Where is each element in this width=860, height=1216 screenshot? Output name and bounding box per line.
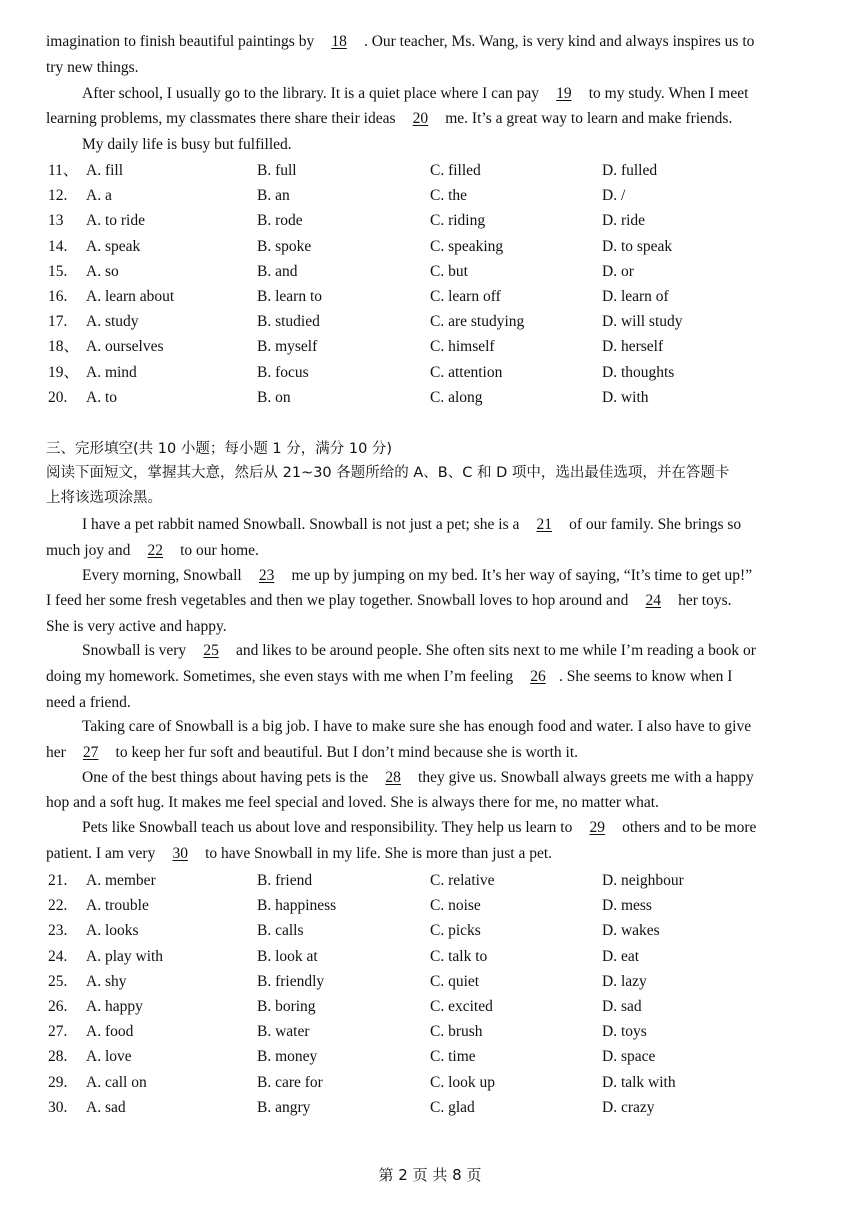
option-c: C. talk to bbox=[430, 947, 488, 965]
blank-23: 23 bbox=[258, 567, 275, 584]
question-number: 25. bbox=[48, 972, 68, 990]
option-b: B. care for bbox=[257, 1073, 323, 1091]
question-number: 13 bbox=[48, 212, 64, 230]
text: I feed her some fresh vegetables and then we play together. Snowball loves to hop around and bbox=[46, 592, 633, 609]
question-number: 17. bbox=[48, 313, 68, 331]
option-c: C. the bbox=[430, 187, 468, 205]
passage-line bbox=[46, 590, 858, 612]
passage-line bbox=[82, 817, 858, 839]
option-c: C. filled bbox=[430, 162, 481, 179]
option-a: A. mind bbox=[86, 363, 137, 381]
instructions: 阅读下面短文，掌握其大意，然后从 21~30 各题所给的 A、B、C 和 D 项中，选出最佳选项，并在答题卡 bbox=[46, 465, 730, 481]
option-a: A. so bbox=[86, 262, 119, 280]
option-c: C. along bbox=[430, 388, 483, 406]
question-number: 26. bbox=[48, 998, 68, 1015]
question-row bbox=[46, 1096, 858, 1120]
option-b: B. focus bbox=[257, 363, 309, 381]
option-c: C. are studying bbox=[430, 313, 525, 331]
option-d: D. space bbox=[602, 1048, 656, 1066]
section-heading: 三、完形填空(共 10 小题；每小题 1 分，满分 10 分) bbox=[46, 441, 393, 457]
option-b: B. boring bbox=[257, 998, 316, 1015]
option-b: B. on bbox=[257, 388, 291, 406]
option-c: C. riding bbox=[430, 212, 486, 230]
text: Pets like Snowball teach us about love and responsibility. They help us learn to bbox=[82, 819, 577, 836]
question-number: 20. bbox=[48, 388, 68, 406]
option-d: D. wakes bbox=[602, 922, 660, 940]
question-number: 22. bbox=[48, 897, 68, 915]
question-number: 12. bbox=[48, 187, 68, 205]
text: Snowball is very bbox=[82, 642, 191, 659]
option-c: C. brush bbox=[430, 1023, 483, 1041]
option-a: A. to ride bbox=[86, 212, 145, 230]
option-d: D. / bbox=[602, 187, 626, 205]
option-c: C. relative bbox=[430, 872, 495, 889]
option-d: D. toys bbox=[602, 1023, 647, 1041]
option-d: D. sad bbox=[602, 998, 642, 1015]
passage-line bbox=[82, 83, 858, 105]
passage-line: try new things. bbox=[46, 59, 139, 76]
option-a: A. trouble bbox=[86, 897, 149, 915]
question-number: 23. bbox=[48, 922, 68, 940]
question-number: 29. bbox=[48, 1073, 68, 1091]
question-number: 14. bbox=[48, 237, 68, 255]
option-c: C. excited bbox=[430, 998, 493, 1015]
passage-line: She is very active and happy. bbox=[46, 618, 227, 635]
question-row bbox=[46, 869, 858, 893]
option-b: B. an bbox=[257, 187, 290, 205]
passage-line bbox=[46, 540, 858, 562]
blank-18: 18 bbox=[331, 33, 347, 50]
option-d: D. eat bbox=[602, 947, 640, 965]
option-b: B. angry bbox=[257, 1098, 311, 1116]
option-a: A. ourselves bbox=[86, 338, 164, 356]
question-number: 30. bbox=[48, 1098, 68, 1116]
question-number: 24. bbox=[48, 947, 68, 965]
option-c: C. but bbox=[430, 262, 468, 280]
option-a: A. a bbox=[86, 187, 112, 205]
question-row bbox=[46, 386, 858, 410]
option-d: D. crazy bbox=[602, 1098, 655, 1116]
blank-19: 19 bbox=[556, 85, 572, 102]
passage-line: My daily life is busy but fulfilled. bbox=[82, 136, 292, 153]
option-c: C. glad bbox=[430, 1098, 475, 1116]
option-a: A. learn about bbox=[86, 288, 175, 305]
option-a: A. to bbox=[86, 388, 117, 406]
option-b: B. happiness bbox=[257, 897, 337, 915]
passage-line bbox=[46, 742, 858, 764]
text: imagination to finish beautiful paintings by bbox=[46, 33, 319, 50]
text: to keep her fur soft and beautiful. But I don’t mind because she is worth it. bbox=[111, 744, 579, 761]
option-d: D. to speak bbox=[602, 237, 673, 255]
option-a: A. fill bbox=[86, 162, 124, 179]
option-b: B. learn to bbox=[257, 288, 322, 305]
text: learning problems, my classmates there share their ideas bbox=[46, 110, 400, 127]
option-a: A. member bbox=[86, 872, 156, 889]
option-c: C. picks bbox=[430, 922, 481, 940]
text: doing my homework. Sometimes, she even stays with me when I’m feeling bbox=[46, 668, 517, 685]
option-a: A. sad bbox=[86, 1098, 126, 1116]
passage-line bbox=[82, 767, 858, 789]
question-row bbox=[46, 184, 858, 208]
option-a: A. call on bbox=[86, 1073, 147, 1091]
text: . She seems to know when I bbox=[558, 668, 733, 685]
passage-line bbox=[46, 108, 858, 130]
blank-21: 21 bbox=[536, 516, 552, 533]
passage-line: hop and a soft hug. It makes me feel special and loved. She is always there for me, no matter what. bbox=[46, 794, 659, 811]
text: her toys. bbox=[674, 592, 732, 609]
option-d: D. lazy bbox=[602, 972, 647, 990]
question-number: 16. bbox=[48, 288, 68, 305]
text: to our home. bbox=[176, 542, 259, 559]
passage-line bbox=[46, 31, 858, 53]
option-c: C. look up bbox=[430, 1073, 496, 1091]
passage-line bbox=[82, 640, 858, 662]
option-c: C. himself bbox=[430, 338, 495, 356]
option-d: D. herself bbox=[602, 338, 664, 356]
question-row bbox=[46, 361, 858, 385]
text: to have Snowball in my life. She is more than just a pet. bbox=[201, 845, 553, 862]
page-footer: 第 2 页 共 8 页 bbox=[378, 1166, 482, 1184]
option-d: D. mess bbox=[602, 897, 652, 915]
question-number: 18、 bbox=[48, 338, 80, 356]
option-a: A. shy bbox=[86, 972, 127, 990]
text: they give us. Snowball always greets me with a happy bbox=[414, 769, 754, 786]
question-row bbox=[46, 335, 858, 359]
question-row bbox=[46, 159, 858, 183]
passage-line bbox=[82, 565, 858, 587]
blank-26: 26 bbox=[530, 668, 546, 685]
question-row bbox=[46, 970, 858, 994]
instructions: 上将该选项涂黑。 bbox=[46, 490, 162, 506]
passage-line bbox=[46, 666, 858, 688]
blank-20: 20 bbox=[412, 110, 429, 127]
option-a: A. love bbox=[86, 1048, 132, 1066]
option-c: C. learn off bbox=[430, 288, 501, 305]
question-number: 28. bbox=[48, 1048, 68, 1066]
blank-28: 28 bbox=[385, 769, 401, 786]
question-row bbox=[46, 285, 858, 309]
question-number: 15. bbox=[48, 262, 68, 280]
question-row bbox=[46, 235, 858, 259]
text: me up by jumping on my bed. It’s her way of saying, “It’s time to get up!” bbox=[287, 567, 753, 584]
option-d: D. with bbox=[602, 388, 649, 406]
passage-line bbox=[82, 514, 858, 536]
option-d: D. will study bbox=[602, 313, 683, 331]
text: patient. I am very bbox=[46, 845, 160, 862]
passage-line: Taking care of Snowball is a big job. I have to make sure she has enough food and water. I also have to give bbox=[82, 718, 752, 735]
question-row bbox=[46, 260, 858, 284]
text: me. It’s a great way to learn and make friends. bbox=[441, 110, 733, 127]
option-d: D. ride bbox=[602, 212, 646, 230]
option-c: C. time bbox=[430, 1048, 476, 1066]
option-c: C. speaking bbox=[430, 237, 504, 255]
option-d: D. thoughts bbox=[602, 363, 675, 381]
option-d: D. talk with bbox=[602, 1073, 676, 1091]
text: her bbox=[46, 744, 70, 761]
text: others and to be more bbox=[618, 819, 757, 836]
question-number: 19、 bbox=[48, 363, 80, 381]
option-d: D. learn of bbox=[602, 288, 669, 305]
option-d: D. neighbour bbox=[602, 872, 684, 889]
option-b: B. money bbox=[257, 1048, 318, 1066]
question-row bbox=[46, 310, 858, 334]
blank-27: 27 bbox=[82, 744, 99, 761]
option-b: B. rode bbox=[257, 212, 303, 230]
question-row bbox=[46, 1020, 858, 1044]
question-number: 27. bbox=[48, 1023, 68, 1041]
option-b: B. and bbox=[257, 262, 298, 280]
text: One of the best things about having pets is the bbox=[82, 769, 373, 786]
option-b: B. look at bbox=[257, 947, 318, 965]
option-b: B. water bbox=[257, 1023, 310, 1041]
option-a: A. food bbox=[86, 1023, 134, 1041]
text: . Our teacher, Ms. Wang, is very kind and always inspires us to bbox=[360, 33, 755, 50]
blank-24: 24 bbox=[645, 592, 661, 609]
question-row bbox=[46, 919, 858, 943]
option-a: A. play with bbox=[86, 947, 164, 965]
option-a: A. speak bbox=[86, 237, 141, 255]
option-b: B. studied bbox=[257, 313, 320, 331]
option-b: B. calls bbox=[257, 922, 304, 940]
text: to my study. When I meet bbox=[584, 85, 749, 102]
question-row bbox=[46, 894, 858, 918]
option-c: C. quiet bbox=[430, 972, 480, 990]
text: and likes to be around people. She often sits next to me while I’m reading a book or bbox=[232, 642, 756, 659]
question-row bbox=[46, 1045, 858, 1069]
blank-29: 29 bbox=[589, 819, 605, 836]
option-c: C. noise bbox=[430, 897, 481, 915]
option-d: D. or bbox=[602, 262, 634, 280]
option-a: A. happy bbox=[86, 998, 143, 1015]
blank-22: 22 bbox=[147, 542, 163, 559]
text: Every morning, Snowball bbox=[82, 567, 246, 584]
question-row bbox=[46, 209, 858, 233]
question-row bbox=[46, 1071, 858, 1095]
text: After school, I usually go to the library. It is a quiet place where I can pay bbox=[82, 85, 543, 102]
option-b: B. spoke bbox=[257, 237, 312, 255]
text: I have a pet rabbit named Snowball. Snowball is not just a pet; she is a bbox=[82, 516, 524, 533]
passage-line bbox=[46, 843, 858, 865]
text: much joy and bbox=[46, 542, 135, 559]
option-b: B. friend bbox=[257, 872, 313, 889]
question-number: 11、 bbox=[48, 162, 79, 179]
option-d: D. fulled bbox=[602, 162, 658, 179]
option-c: C. attention bbox=[430, 363, 503, 381]
question-row bbox=[46, 995, 858, 1019]
question-row bbox=[46, 945, 858, 969]
option-b: B. full bbox=[257, 162, 297, 179]
text: of our family. She brings so bbox=[565, 516, 742, 533]
option-b: B. myself bbox=[257, 338, 318, 356]
option-a: A. study bbox=[86, 313, 139, 331]
blank-25: 25 bbox=[203, 642, 219, 659]
option-a: A. looks bbox=[86, 922, 139, 940]
passage-line: need a friend. bbox=[46, 694, 131, 711]
question-number: 21. bbox=[48, 872, 68, 889]
blank-30: 30 bbox=[172, 845, 188, 862]
option-b: B. friendly bbox=[257, 972, 325, 990]
